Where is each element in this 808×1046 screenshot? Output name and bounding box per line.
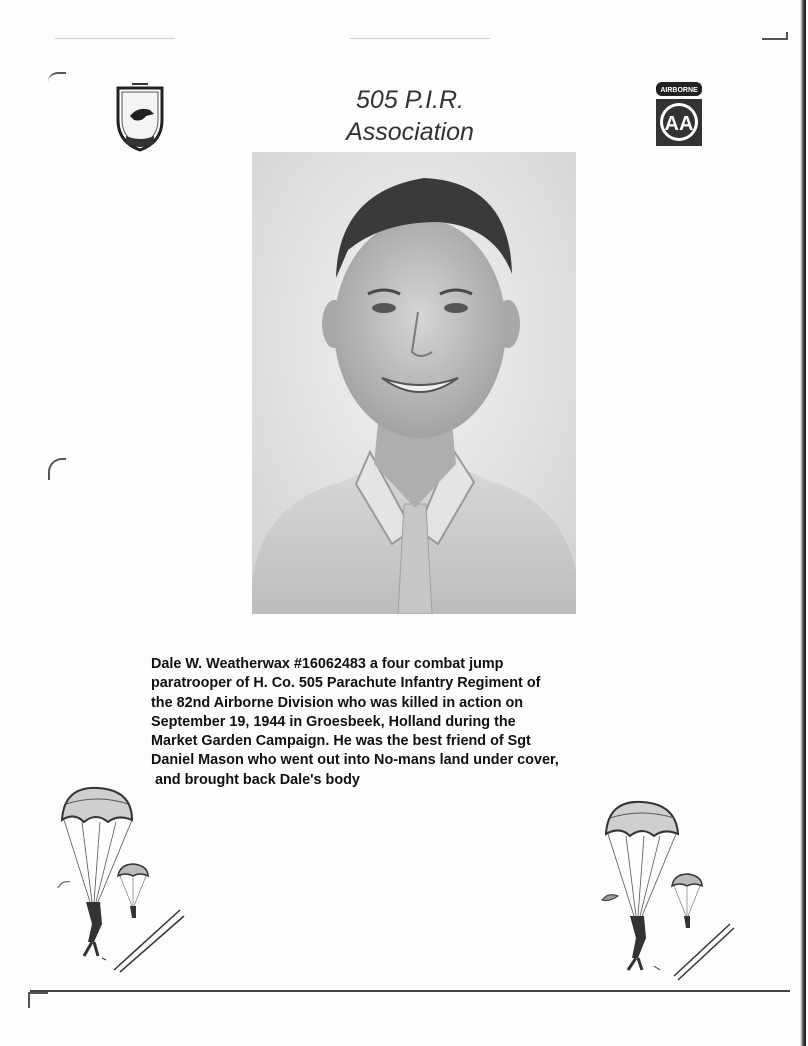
caption-line: September 19, 1944 in Groesbeek, Holland during the — [151, 713, 516, 730]
crop-mark — [762, 32, 788, 40]
caption-line: and brought back Dale's body — [151, 771, 360, 788]
caption-line: Daniel Mason who went out into No-mans land under cover, — [151, 752, 559, 769]
association-title — [300, 84, 520, 148]
paratrooper-illustration-icon — [598, 798, 738, 988]
page-bottom-rule — [30, 990, 790, 992]
title-line-1: 505 P.I.R. — [356, 86, 464, 114]
caption-line: Market Garden Campaign. He was the best friend of Sgt — [151, 733, 531, 750]
memorial-caption — [151, 655, 691, 790]
svg-text:AIRBORNE: AIRBORNE — [660, 87, 698, 94]
crop-mark — [28, 992, 48, 1008]
caption-line: paratrooper of H. Co. 505 Parachute Infantry Regiment of — [151, 675, 541, 692]
crop-mark — [48, 72, 66, 84]
scan-artifact-line — [350, 38, 490, 39]
caption-line: Dale W. Weatherwax #16062483 a four combat jump — [151, 656, 504, 672]
505-pir-crest-icon — [112, 80, 168, 152]
svg-text:AA: AA — [664, 113, 694, 135]
title-line-2: Association — [346, 118, 474, 146]
caption-line: the 82nd Airborne Division who was killed in action on — [151, 694, 524, 711]
scan-edge — [800, 0, 806, 1046]
portrait-photo — [252, 152, 576, 614]
scan-artifact-line — [55, 38, 175, 39]
crop-mark — [48, 458, 66, 480]
paratrooper-illustration-icon — [48, 784, 188, 974]
airborne-82nd-aa-patch-icon — [654, 80, 704, 148]
